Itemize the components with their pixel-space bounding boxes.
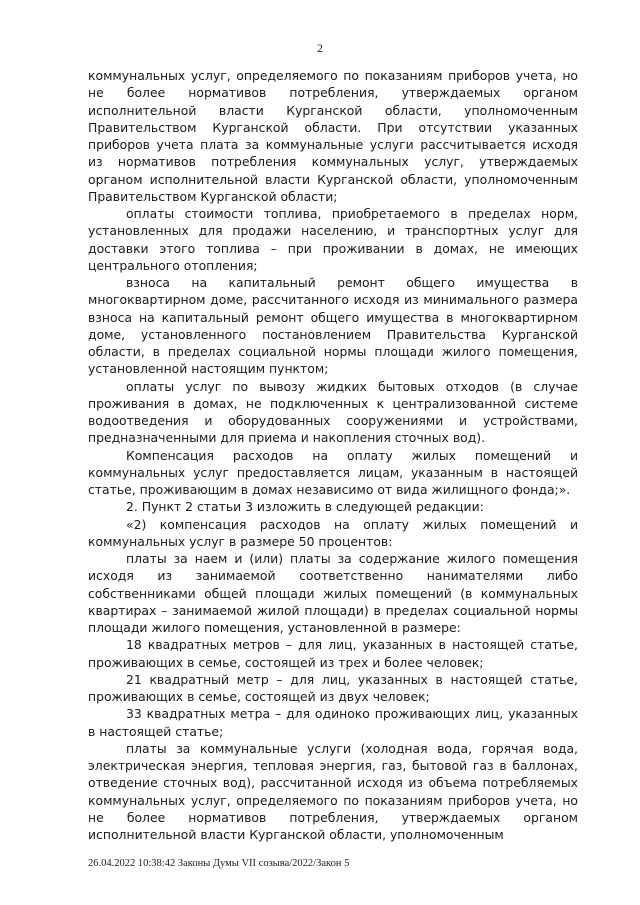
paragraph: оплаты стоимости топлива, приобретаемого в пределах норм, установленных для продажи населению, и транспортных услуг для доставки этого топлива – при проживании в домах, не имеющих центрального отопления; — [88, 206, 578, 273]
paragraph: «2) компенсация расходов на оплату жилых помещений и коммунальных услуг в размере 50 процентов: — [88, 516, 578, 549]
paragraph: Компенсация расходов на оплату жилых помещений и коммунальных услуг предоставляется лицам, указанным в настоящей статье, проживающим в домах независимо от вида жилищного фонда;». — [88, 447, 578, 497]
page-number: 2 — [317, 41, 323, 55]
document-footer: 26.04.2022 10:38:42 Законы Думы VII созыва/2022/Закон 5 — [88, 858, 350, 869]
paragraph: 33 квадратных метра – для одиноко проживающих лиц, указанных в настоящей статье; — [88, 706, 578, 739]
paragraph: платы за наем и (или) платы за содержание жилого помещения исходя из занимаемой соответственно нанимателями либо собственниками общей площади жилых помещений (в коммунальных квартирах – занимаемой жилой площади) в пределах социальной нормы площади жилого помещения, установленной в размере: — [88, 551, 578, 635]
paragraph: коммунальных услуг, определяемого по показаниям приборов учета, но не более нормативов потребления, утверждаемых органом исполнительной власти Курганской области, уполномоченным Правительством Курганской области. При отсутствии указанных приборов учета плата за коммунальные услуги рассчитывается исходя из нормативов потребления коммунальных услуг, утверждаемых органом исполнительной власти Курганской области, уполномоченным Правительством Курганской области; — [88, 68, 578, 204]
paragraph: 18 квадратных метров – для лиц, указанных в настоящей статье, проживающих в семье, состоящей из трех и более человек; — [88, 637, 578, 670]
paragraph: оплаты услуг по вывозу жидких бытовых отходов (в случае проживания в домах, не подключенных к централизованной системе водоотведения и оборудованных сооружениями и устройствами, предназначенными для приема и накопления сточных вод). — [88, 378, 578, 446]
paragraph: платы за коммунальные услуги (холодная вода, горячая вода, электрическая энергия, тепловая энергия, газ, бытовой газ в баллонах, отведение сточных вод), рассчитанной исходя из объема потребляемых коммунальных услуг, определяемого по показаниям приборов учета, но не более нормативов потребления, утверждаемых органом исполнительной власти Курганской области, уполномоченным — [88, 740, 578, 842]
paragraph: 21 квадратный метр – для лиц, указанных в настоящей статье, проживающих в семье, состоящей из двух человек; — [88, 671, 578, 704]
document-body — [88, 67, 578, 843]
paragraph: 2. Пункт 2 статьи 3 изложить в следующей редакции: — [126, 499, 484, 515]
paragraph: взноса на капитальный ремонт общего имущества в многоквартирном доме, рассчитанного исходя из минимального размера взноса на капитальный ремонт общего имущества в многоквартирном доме, установленного постановлением Правительства Курганской области, в пределах социальной нормы площади жилого помещения, установленной настоящим пунктом; — [88, 275, 578, 377]
